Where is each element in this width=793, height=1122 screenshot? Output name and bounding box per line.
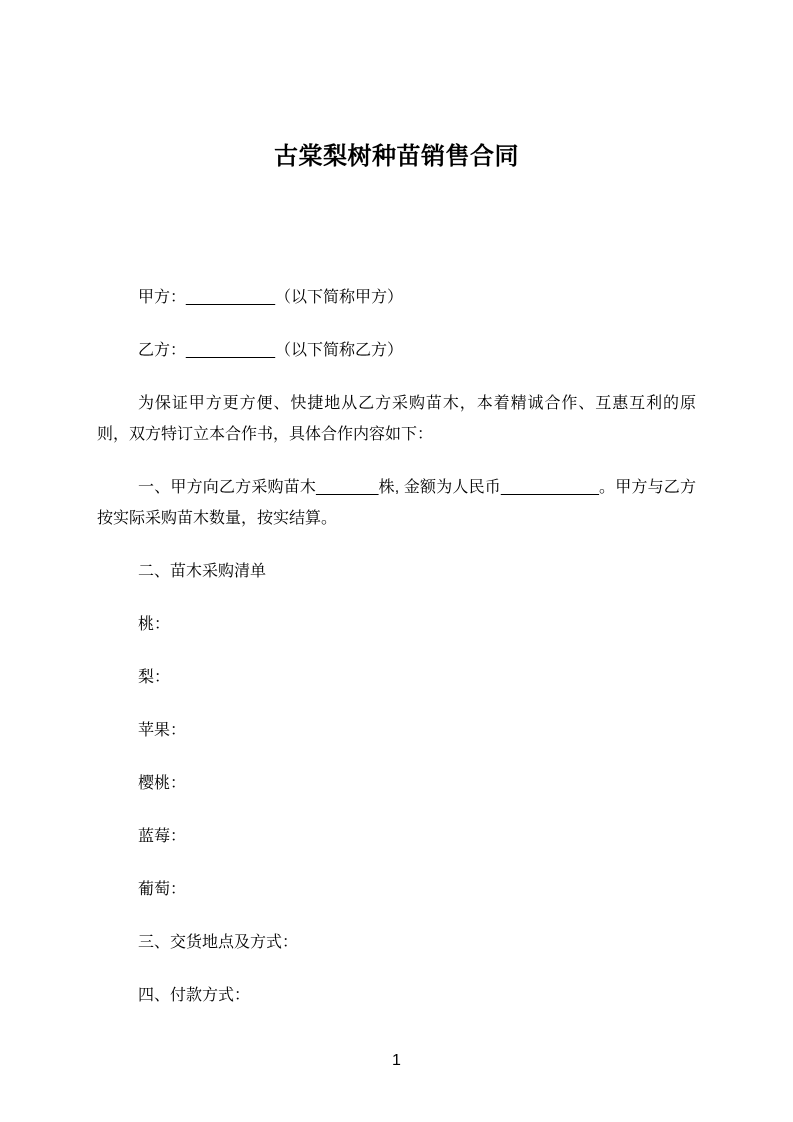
seedling-item-pear: 梨：	[138, 669, 171, 686]
clause-1-paragraph: 一、甲方向乙方采购苗木_______株, 金额为人民币___________。甲方与乙方按实际采购苗木数量，按实结算。	[97, 479, 696, 527]
seedling-item-cherry: 樱桃：	[138, 775, 187, 792]
seedling-item-grape: 葡萄：	[138, 881, 187, 898]
page-number: 1	[392, 1052, 401, 1069]
seedling-item-blueberry: 蓝莓：	[138, 828, 187, 845]
clause-4-heading: 四、付款方式：	[138, 987, 251, 1004]
clause-3-heading: 三、交货地点及方式：	[138, 934, 299, 951]
party-a-line: 甲方：__________（以下简称甲方）	[138, 289, 403, 306]
seedling-list	[97, 609, 696, 905]
party-b-line: 乙方：__________（以下简称乙方）	[138, 342, 403, 359]
seedling-item-apple: 苹果：	[138, 722, 187, 739]
seedling-item-peach: 桃：	[138, 616, 171, 633]
clause-2-heading: 二、苗木采购清单	[138, 563, 267, 580]
document-title: 古棠梨树种苗销售合同	[274, 143, 519, 170]
preamble-paragraph: 为保证甲方更方便、快捷地从乙方采购苗木，本着精诚合作、互惠互利的原则，双方特订立本合作书，具体合作内容如下：	[97, 395, 696, 443]
